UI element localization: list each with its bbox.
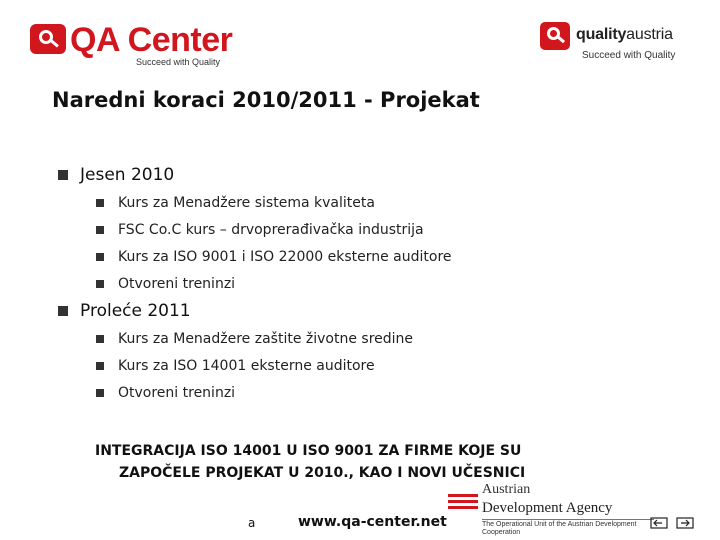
square-bullet-icon — [58, 170, 68, 180]
integration-line-2: ZAPOČELE PROJEKAT U 2010., KAO I NOVI UČESNICI — [119, 465, 526, 481]
square-bullet-icon — [96, 253, 104, 261]
list-item-text: Kurs za ISO 9001 i ISO 22000 eksterne auditore — [118, 249, 452, 265]
ada-logo — [448, 482, 658, 540]
qa-center-logo-text: QA Center — [70, 21, 233, 59]
square-bullet-icon — [96, 226, 104, 234]
list-item-text: FSC Co.C kurs – drvoprerađivačka industrija — [118, 222, 424, 238]
square-bullet-icon — [96, 362, 104, 370]
integration-note — [95, 440, 615, 484]
list-item — [58, 273, 698, 300]
list-item — [58, 246, 698, 273]
list-item-text: Kurs za ISO 14001 eksterne auditore — [118, 358, 375, 374]
square-bullet-icon — [96, 389, 104, 397]
list-item — [58, 355, 698, 382]
square-bullet-icon — [96, 280, 104, 288]
list-item-text: Kurs za Menadžere sistema kvaliteta — [118, 195, 375, 211]
page-mark: a — [248, 516, 256, 530]
qa-center-logo-icon — [30, 24, 66, 54]
qa-center-tagline: Succeed with Quality — [136, 57, 221, 67]
qa-center-logo — [30, 20, 250, 70]
square-bullet-icon — [96, 335, 104, 343]
list-item — [58, 192, 698, 219]
ada-agency: Development Agency — [482, 500, 613, 516]
section-label: Jesen 2010 — [80, 165, 175, 185]
section-heading — [58, 164, 698, 192]
integration-line-1: INTEGRACIJA ISO 14001 U ISO 9001 ZA FIRME KOJE SU — [95, 443, 522, 459]
bullet-content — [58, 164, 698, 409]
list-item-text: Otvoreni treninzi — [118, 385, 236, 401]
quality-austria-tagline: Succeed with Quality — [582, 50, 676, 61]
list-item-text: Otvoreni treninzi — [118, 276, 236, 292]
ada-austrian: Austrian — [482, 482, 531, 497]
quality-austria-name-bold: quality — [576, 26, 627, 43]
section-label: Proleće 2011 — [80, 301, 191, 321]
slide-title: Naredni koraci 2010/2011 - Projekat — [52, 88, 480, 112]
list-item — [58, 219, 698, 246]
slide-nav — [650, 516, 710, 536]
list-item-text: Kurs za Menadžere zaštite životne sredine — [118, 331, 414, 347]
quality-austria-name-rest: austria — [626, 26, 673, 43]
nav-forward-icon[interactable] — [676, 516, 694, 530]
square-bullet-icon — [58, 306, 68, 316]
quality-austria-logo — [540, 22, 710, 68]
square-bullet-icon — [96, 199, 104, 207]
ada-divider — [482, 519, 654, 520]
list-item — [58, 328, 698, 355]
section-heading — [58, 300, 698, 328]
ada-subtitle: The Operational Unit of the Austrian Development Cooperation — [482, 521, 637, 536]
footer-url[interactable]: www.qa-center.net — [298, 514, 447, 530]
list-item — [58, 382, 698, 409]
quality-austria-logo-icon — [540, 22, 570, 50]
nav-back-icon[interactable] — [650, 516, 668, 530]
ada-stripes-icon — [448, 494, 478, 512]
quality-austria-name — [576, 26, 673, 44]
